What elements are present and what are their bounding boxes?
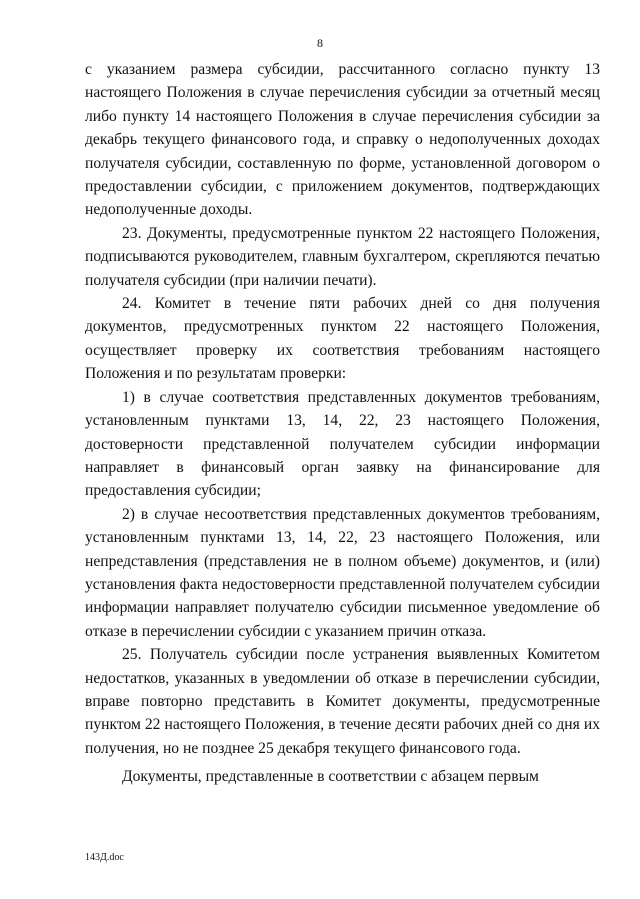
paragraph-24-item-1: 1) в случае соответствия представленных документов требованиям, установленным пунктами 13, 14, 22, 23 настоящего Положения, достоверности представленной получателем субсидии информации направляет в финансовый орган заявку на финансирование для предоставления субсидии; <box>85 388 600 500</box>
paragraph-documents: Документы, представленные в соответствии с абзацем первым <box>122 768 539 786</box>
paragraph-25: 25. Получатель субсидии после устранения выявленных Комитетом недостатков, указанных в уведомлении об отказе в перечислении субсидии, вправе повторно представить в Комитет документы, предусмотренные пунктом 22 настоящего Положения, в течение десяти рабочих дней со дня их получения, но не позднее 25 декабря текущего финансового года. <box>85 646 600 757</box>
page-number: 8 <box>317 36 323 50</box>
footer-filename: 143Д.doc <box>85 852 124 863</box>
paragraph-23: 23. Документы, предусмотренные пунктом 22 настоящего Положения, подписываются руководителем, главным бухгалтером, скрепляются печатью получателя субсидии (при наличии печати). <box>85 224 600 289</box>
document-body <box>85 58 600 789</box>
paragraph-24: 24. Комитет в течение пяти рабочих дней со дня получения документов, предусмотренных пунктом 22 настоящего Положения, осуществляет проверку их соответствия требованиям настоящего Положения и по результатам проверки: <box>85 295 600 383</box>
paragraph-24-item-2: 2) в случае несоответствия представленных документов требованиям, установленным пунктами 13, 14, 22, 23 настоящего Положения, или непредставления (представления не в полном объеме) документов, и (или) установления факта недостоверности представленной получателем субсидии информации направляет получателю субсидии письменное уведомление об отказе в перечислении субсидии с указанием причин отказа. <box>85 505 600 640</box>
paragraph-continuation: с указанием размера субсидии, рассчитанного согласно пункту 13 настоящего Положения в случае перечисления субсидии за отчетный месяц либо пункту 14 настоящего Положения в случае перечисления субсидии за декабрь текущего финансового года, и справку о недополученных доходах получателя субсидии, составленную по форме, установленной договором о предоставлении субсидии, с приложением документов, подтверждающих недополученные доходы. <box>85 61 600 219</box>
